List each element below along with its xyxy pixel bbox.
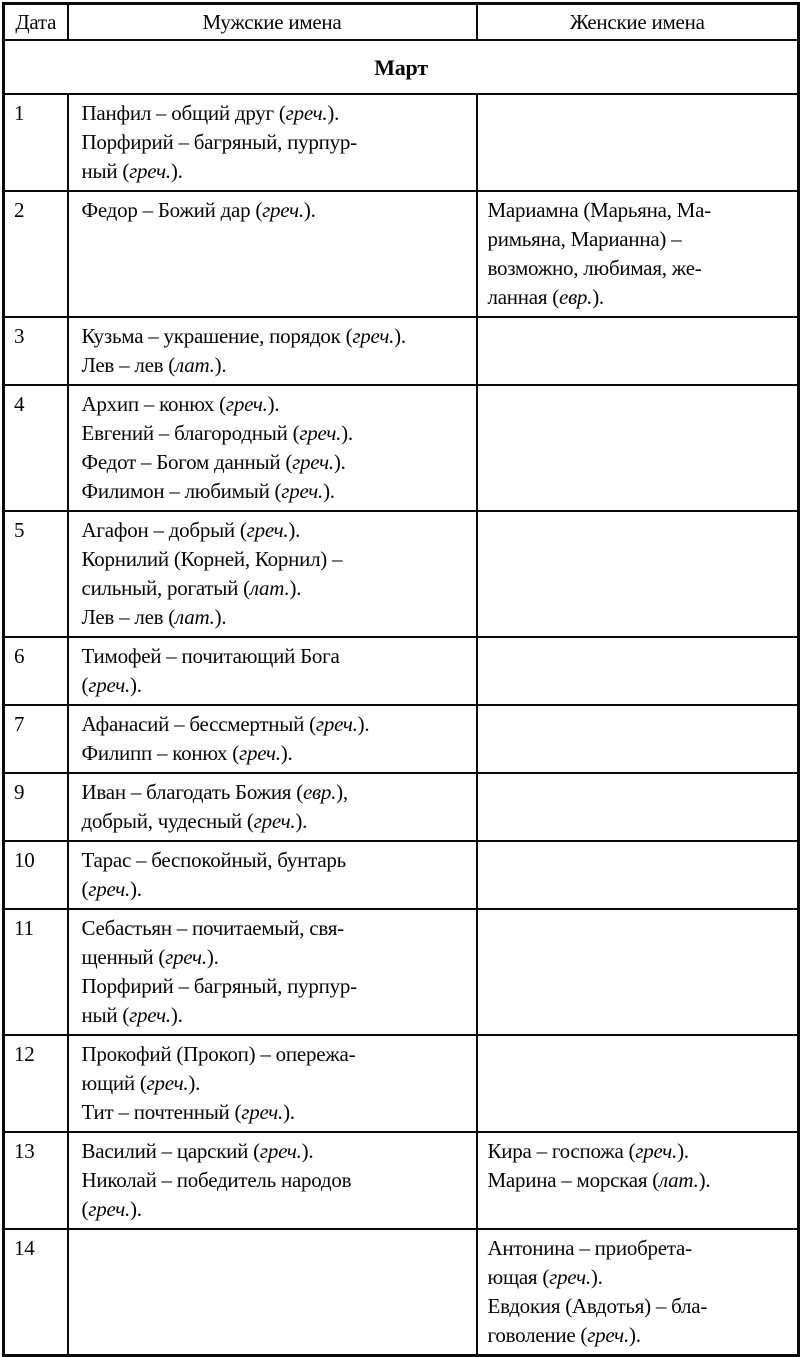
table-row — [4, 841, 799, 909]
date-cell: 6 — [4, 637, 68, 705]
table-row — [4, 1229, 799, 1356]
table-row — [4, 1132, 799, 1229]
date-cell: 12 — [4, 1035, 68, 1132]
male-names-cell: Иван – благодать Божия (евр.), добрый, чудесный (греч.). — [68, 773, 477, 841]
male-names-cell: Агафон – добрый (греч.). Корнилий (Корней, Корнил) – сильный, рогатый (лат.). Лев – лев (лат.). — [68, 511, 477, 637]
date-cell: 5 — [4, 511, 68, 637]
female-names-cell: Кира – госпожа (греч.). Марина – морская (лат.). — [477, 1132, 799, 1229]
date-cell: 2 — [4, 191, 68, 317]
female-names-cell — [477, 637, 799, 705]
female-names-cell — [477, 1035, 799, 1132]
month-title: Март — [4, 40, 799, 94]
female-names-cell: Мариамна (Марьяна, Ма- римьяна, Марианна) – возможно, любимая, же- ланная (евр.). — [477, 191, 799, 317]
table-row — [4, 637, 799, 705]
female-names-cell — [477, 773, 799, 841]
male-names-cell: Василий – царский (греч.). Николай – победитель народов (греч.). — [68, 1132, 477, 1229]
female-names-cell — [477, 705, 799, 773]
date-cell: 14 — [4, 1229, 68, 1356]
female-names-cell — [477, 94, 799, 191]
male-names-cell: Прокофий (Прокоп) – опережа- ющий (греч.). Тит – почтенный (греч.). — [68, 1035, 477, 1132]
date-cell: 4 — [4, 385, 68, 511]
female-names-cell: Антонина – приобрета- ющая (греч.). Евдокия (Авдотья) – бла- говоление (греч.). — [477, 1229, 799, 1356]
table-row — [4, 909, 799, 1035]
male-names-cell: Архип – конюх (греч.). Евгений – благородный (греч.). Федот – Богом данный (греч.). Филимон – любимый (греч.). — [68, 385, 477, 511]
date-cell: 10 — [4, 841, 68, 909]
table-row — [4, 191, 799, 317]
date-cell: 7 — [4, 705, 68, 773]
male-names-cell: Федор – Божий дар (греч.). — [68, 191, 477, 317]
table-row — [4, 1035, 799, 1132]
table-row — [4, 511, 799, 637]
male-names-cell: Кузьма – украшение, порядок (греч.). Лев – лев (лат.). — [68, 317, 477, 385]
table-header — [4, 4, 799, 41]
date-cell: 1 — [4, 94, 68, 191]
date-cell: 9 — [4, 773, 68, 841]
names-table — [2, 2, 800, 1357]
col-header-female: Женские имена — [477, 4, 799, 41]
month-row — [4, 40, 799, 94]
header-row — [4, 4, 799, 41]
table-row — [4, 385, 799, 511]
date-cell: 11 — [4, 909, 68, 1035]
female-names-cell — [477, 317, 799, 385]
date-cell: 13 — [4, 1132, 68, 1229]
col-header-date: Дата — [4, 4, 68, 41]
table-row — [4, 317, 799, 385]
male-names-cell — [68, 1229, 477, 1356]
male-names-cell: Себастьян – почитаемый, свя- щенный (греч.). Порфирий – багряный, пурпур- ный (греч.). — [68, 909, 477, 1035]
male-names-cell: Тимофей – почитающий Бога (греч.). — [68, 637, 477, 705]
male-names-cell: Панфил – общий друг (греч.). Порфирий – багряный, пурпур- ный (греч.). — [68, 94, 477, 191]
female-names-cell — [477, 511, 799, 637]
col-header-male: Мужские имена — [68, 4, 477, 41]
female-names-cell — [477, 385, 799, 511]
female-names-cell — [477, 909, 799, 1035]
male-names-cell: Афанасий – бессмертный (греч.). Филипп – конюх (греч.). — [68, 705, 477, 773]
table-body — [4, 40, 799, 1356]
female-names-cell — [477, 841, 799, 909]
table-row — [4, 773, 799, 841]
table-row — [4, 705, 799, 773]
date-cell: 3 — [4, 317, 68, 385]
male-names-cell: Тарас – беспокойный, бунтарь (греч.). — [68, 841, 477, 909]
table-row — [4, 94, 799, 191]
